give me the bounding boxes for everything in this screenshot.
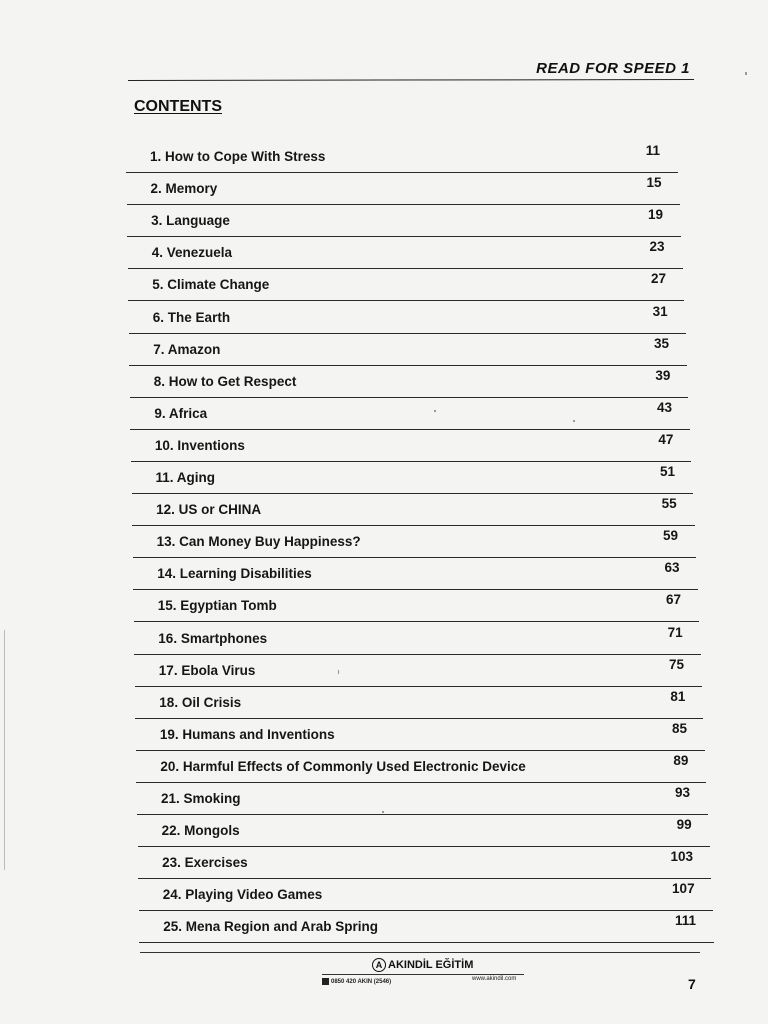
scan-speck xyxy=(573,420,575,422)
toc-entry-page: 75 xyxy=(668,656,684,672)
logo-mark-icon: A xyxy=(372,958,386,972)
toc-entry-title: 11. Aging xyxy=(155,470,216,485)
toc-entry-title: 13. Can Money Buy Happiness? xyxy=(156,534,361,550)
toc-entry xyxy=(127,173,680,205)
scan-speck xyxy=(434,410,436,412)
footer-divider xyxy=(140,952,700,953)
toc-entry xyxy=(133,558,697,590)
toc-entry xyxy=(132,462,694,494)
toc-entry-title: 9. Africa xyxy=(154,405,208,421)
toc-entry xyxy=(134,590,699,622)
toc-entry-title: 8. How to Get Respect xyxy=(153,373,297,389)
toc-entry-page: 67 xyxy=(665,592,681,608)
scan-speck xyxy=(745,72,747,75)
toc-entry xyxy=(134,623,700,655)
toc-entry-page: 85 xyxy=(671,720,687,736)
toc-entry-title: 12. US or CHINA xyxy=(156,502,262,518)
phone-icon xyxy=(322,978,329,985)
toc-entry-page: 27 xyxy=(650,271,666,287)
toc-entry-title: 24. Playing Video Games xyxy=(162,887,323,903)
toc-entry-title: 25. Mena Region and Arab Spring xyxy=(163,919,378,935)
toc-divider xyxy=(139,942,714,943)
toc-entry xyxy=(126,141,678,173)
scan-edge xyxy=(4,630,5,870)
toc-entry-page: 99 xyxy=(676,817,692,833)
footer-sub-divider xyxy=(322,974,524,975)
toc-entry-page: 23 xyxy=(649,239,665,255)
toc-entry-title: 21. Smoking xyxy=(161,791,241,806)
toc-entry xyxy=(135,687,703,719)
scan-speck xyxy=(338,670,339,674)
toc-entry xyxy=(139,911,714,943)
publisher-phone xyxy=(322,978,391,985)
toc-entry-page: 51 xyxy=(659,464,675,479)
toc-entry-title: 5. Climate Change xyxy=(152,277,270,293)
toc-entry-title: 7. Amazon xyxy=(153,341,221,357)
toc-entry-page: 35 xyxy=(653,335,669,351)
toc-entry-page: 39 xyxy=(655,367,671,383)
toc-entry xyxy=(139,879,713,911)
toc-entry-title: 3. Language xyxy=(151,213,230,229)
toc-entry-title: 18. Oil Crisis xyxy=(159,694,242,710)
book-title-header: READ FOR SPEED 1 xyxy=(536,60,690,77)
toc-entry xyxy=(131,430,692,462)
toc-entry-title: 23. Exercises xyxy=(162,855,248,871)
publisher-phone-text: 0850 420 AKIN (2546) xyxy=(331,978,392,985)
toc-entry xyxy=(130,366,689,398)
toc-entry xyxy=(128,237,683,269)
toc-entry-title: 20. Harmful Effects of Commonly Used Electronic Device xyxy=(160,758,526,774)
toc-entry-page: 55 xyxy=(661,496,677,512)
toc-entry-title: 17. Ebola Virus xyxy=(158,662,256,678)
toc-entry xyxy=(137,783,708,815)
toc-entry xyxy=(127,205,681,237)
toc-entry-title: 14. Learning Disabilities xyxy=(157,566,312,582)
toc-entry xyxy=(136,719,705,751)
contents-heading: CONTENTS xyxy=(134,98,222,115)
scan-speck xyxy=(382,811,384,813)
toc-entry-page: 47 xyxy=(658,431,674,447)
toc-entry xyxy=(135,655,702,687)
toc-entry xyxy=(138,815,710,847)
toc-entry-page: 63 xyxy=(664,560,680,576)
toc-entry-page: 81 xyxy=(670,688,686,704)
toc-entry-title: 1. How to Cope With Stress xyxy=(150,149,326,164)
toc-entry-page: 107 xyxy=(672,881,695,897)
toc-entry-title: 16. Smartphones xyxy=(158,630,268,646)
toc-entry-title: 4. Venezuela xyxy=(151,245,232,261)
toc-entry-page: 19 xyxy=(647,207,663,223)
toc-entry-title: 15. Egyptian Tomb xyxy=(157,598,277,614)
toc-entry xyxy=(136,751,706,783)
toc-entry-page: 89 xyxy=(673,752,689,768)
toc-entry-page: 93 xyxy=(674,785,690,800)
publisher-website: www.akindil.com xyxy=(472,976,517,982)
toc-entry xyxy=(129,334,687,366)
toc-entry xyxy=(133,526,696,558)
toc-entry-page: 11 xyxy=(645,143,660,158)
toc-entry xyxy=(132,494,695,526)
toc-entry-title: 19. Humans and Inventions xyxy=(159,726,335,742)
toc-entry-page: 59 xyxy=(662,528,678,544)
toc-entry xyxy=(129,302,686,334)
toc-entry xyxy=(130,398,690,430)
publisher-name: AKINDİL EĞİTİM xyxy=(388,959,474,971)
toc-entry-page: 111 xyxy=(674,913,696,929)
toc-entry-title: 2. Memory xyxy=(150,181,218,197)
publisher-logo xyxy=(372,958,473,972)
toc-entry-page: 31 xyxy=(652,303,668,319)
toc-entry-page: 71 xyxy=(667,624,683,640)
toc-entry xyxy=(128,269,684,301)
toc-entry-title: 22. Mongols xyxy=(161,823,240,839)
toc-entry xyxy=(138,847,711,879)
toc-entry-page: 43 xyxy=(656,399,672,415)
toc-entry-title: 6. The Earth xyxy=(152,309,231,325)
page-number: 7 xyxy=(688,976,696,992)
toc-entry-page: 103 xyxy=(670,849,693,865)
toc-entry-title: 10. Inventions xyxy=(154,437,245,453)
toc-entry-page: 15 xyxy=(646,175,662,191)
